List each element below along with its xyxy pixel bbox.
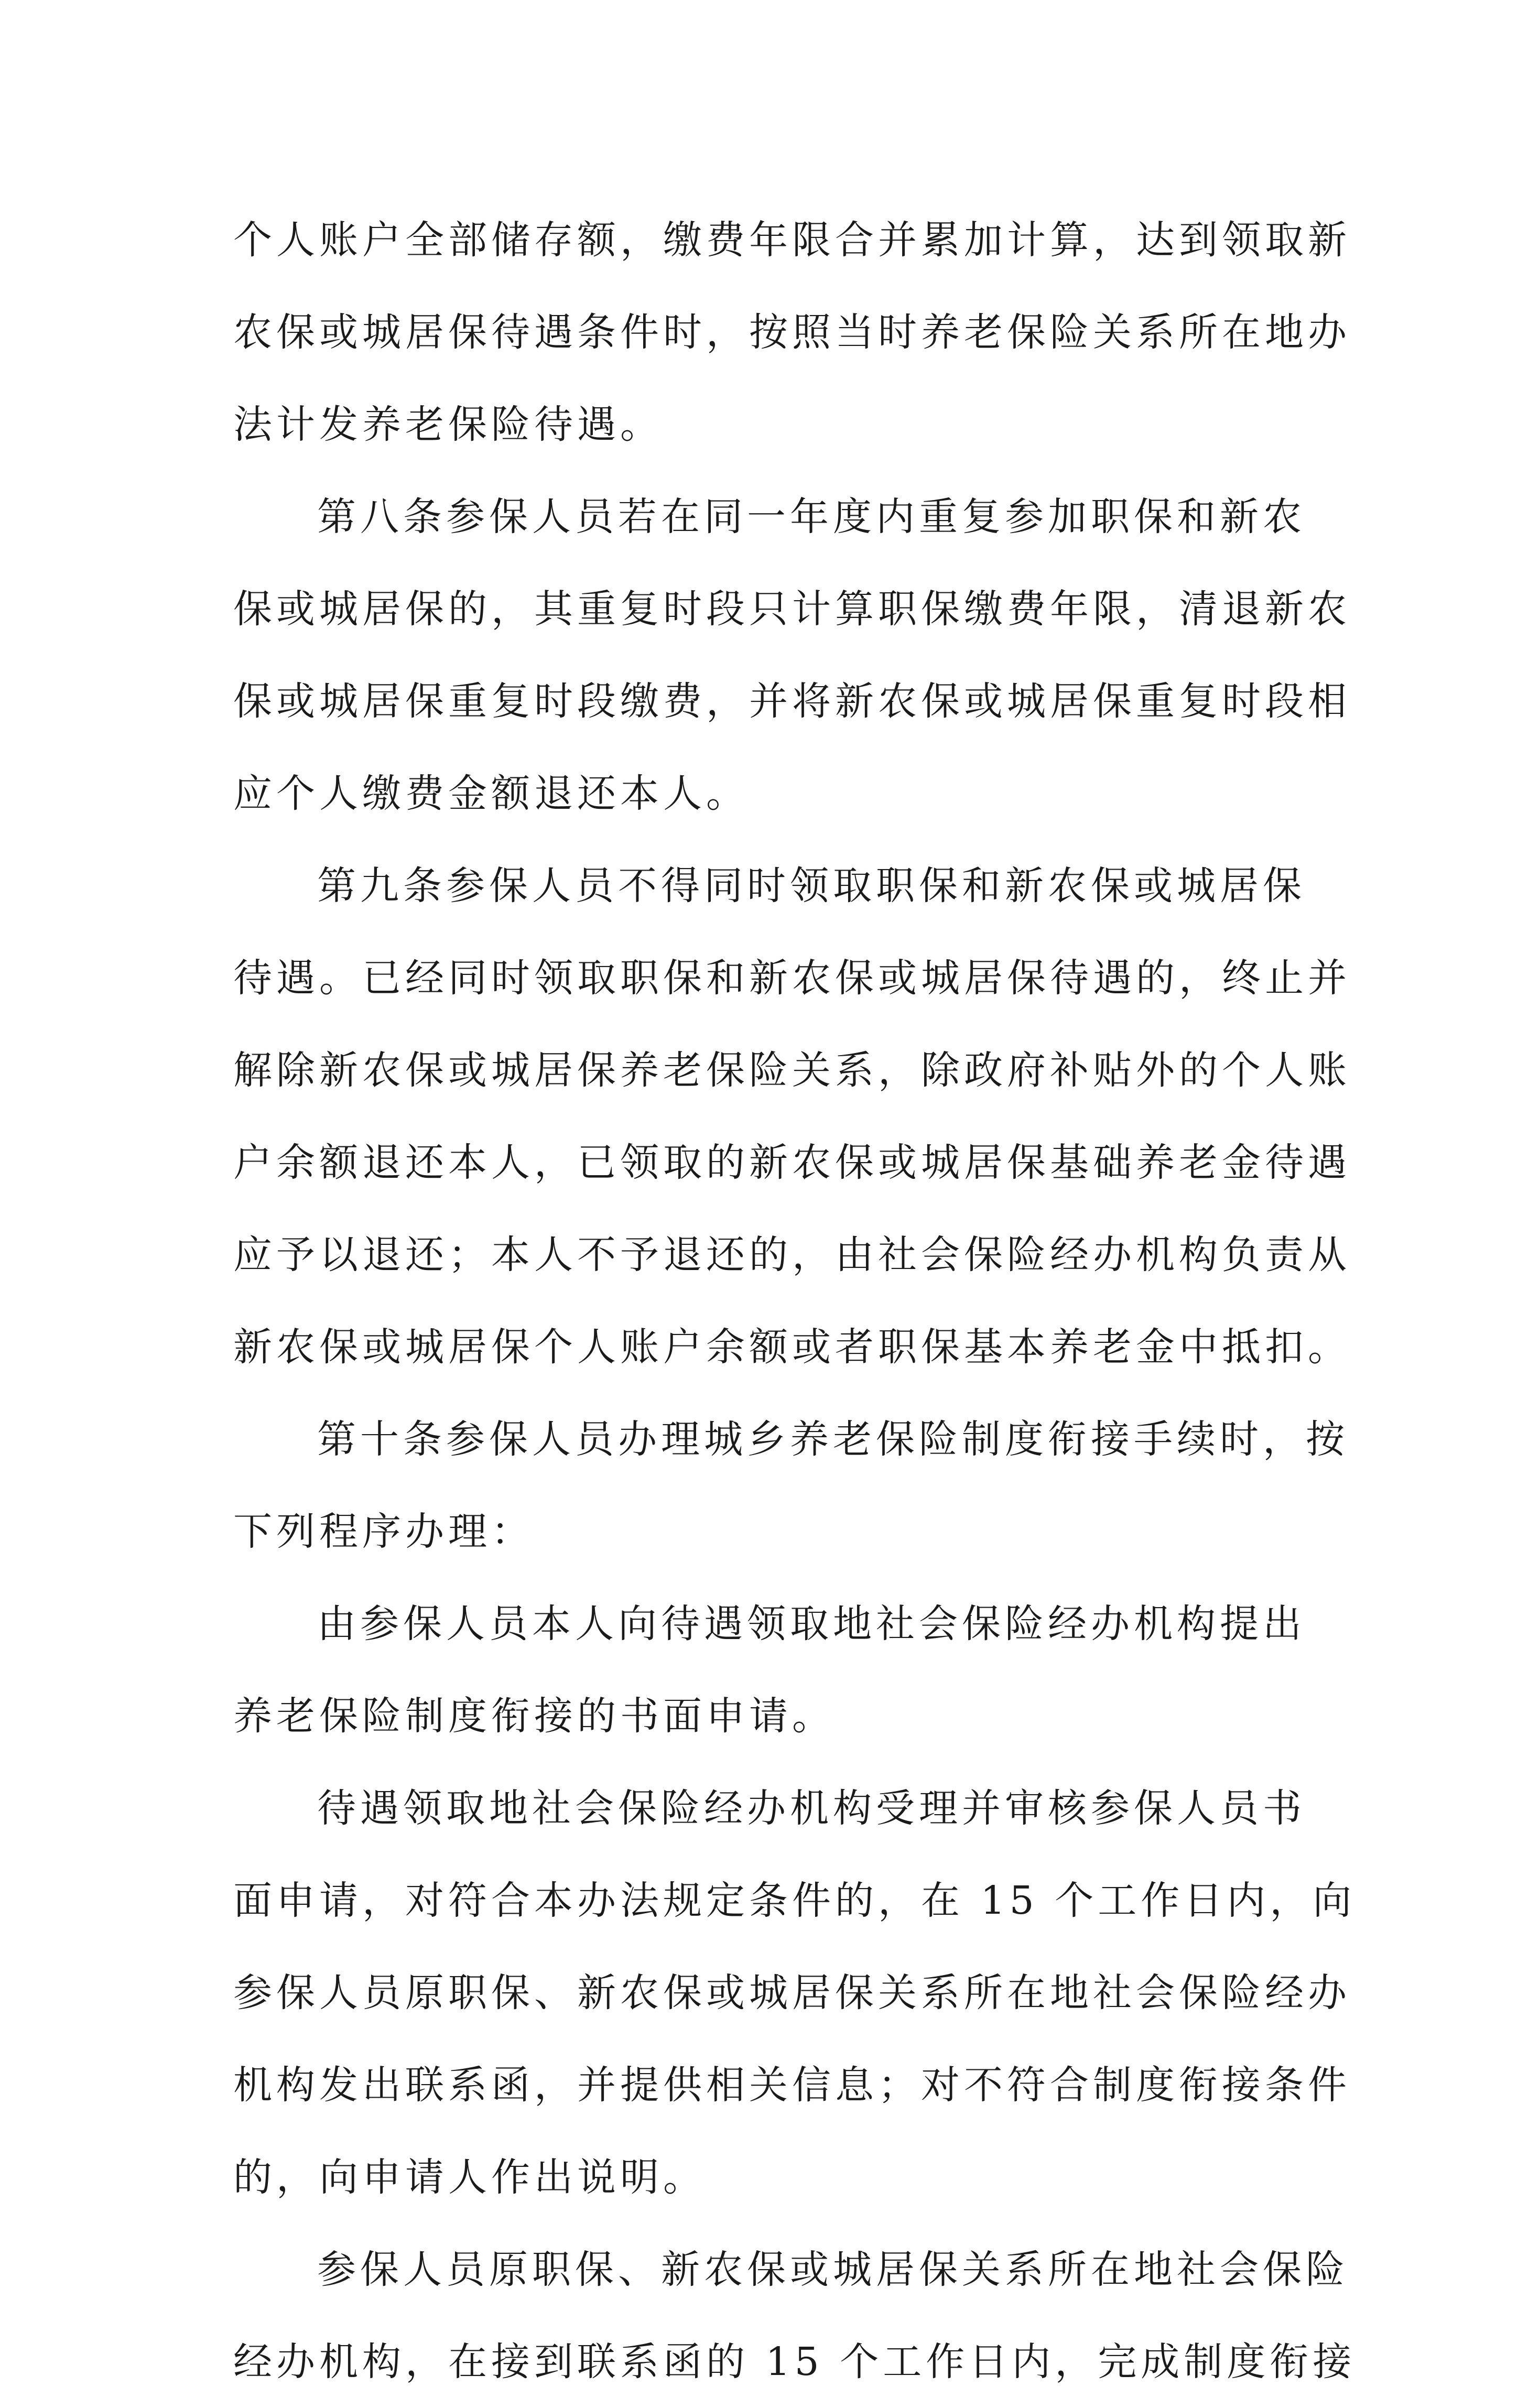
text-line: 户余额退还本人，已领取的新农保或城居保基础养老金待遇 bbox=[233, 1140, 1351, 1185]
text-line: 由参保人员本人向待遇领取地社会保险经办机构提出 bbox=[317, 1601, 1306, 1646]
text-line: 待遇领取地社会保险经办机构受理并审核参保人员书 bbox=[317, 1786, 1306, 1831]
paragraph-article-8 bbox=[233, 471, 1351, 840]
text-line: 机构发出联系函，并提供相关信息；对不符合制度衔接条件 bbox=[233, 2063, 1351, 2108]
text-line: 应予以退还；本人不予退还的，由社会保险经办机构负责从 bbox=[233, 1232, 1351, 1277]
text-line: 新农保或城居保个人账户余额或者职保基本养老金中抵扣。 bbox=[233, 1325, 1351, 1370]
text-line: 参保人员原职保、新农保或城居保关系所在地社会保险经办 bbox=[233, 1970, 1351, 2015]
text-line: 参保人员原职保、新农保或城居保关系所在地社会保险 bbox=[317, 2247, 1349, 2292]
text-line: 法计发养老保险待遇。 bbox=[233, 402, 663, 447]
text-line: 第十条参保人员办理城乡养老保险制度衔接手续时，按 bbox=[317, 1417, 1349, 1462]
text-line: 待遇。已经同时领取职保和新农保或城居保待遇的，终止并 bbox=[233, 956, 1351, 1001]
paragraph-step-2 bbox=[233, 1762, 1356, 2223]
text-line: 第八条参保人员若在同一年度内重复参加职保和新农 bbox=[317, 494, 1306, 539]
text-line: 面申请，对符合本办法规定条件的，在 15 个工作日内，向 bbox=[233, 1878, 1356, 1923]
text-line: 应个人缴费金额退还本人。 bbox=[233, 771, 749, 816]
text-line: 解除新农保或城居保养老保险关系，除政府补贴外的个人账 bbox=[233, 1048, 1351, 1093]
document-body bbox=[233, 194, 1356, 2408]
text-line: 保或城居保的，其重复时段只计算职保缴费年限，清退新农 bbox=[233, 587, 1351, 632]
paragraph-continuation bbox=[233, 194, 1351, 471]
text-line: 农保或城居保待遇条件时，按照当时养老保险关系所在地办 bbox=[233, 310, 1351, 355]
text-line: 养老保险制度衔接的书面申请。 bbox=[233, 1694, 835, 1739]
text-line: 经办机构，在接到联系函的 15 个工作日内，完成制度衔接 bbox=[233, 2339, 1356, 2384]
text-line: 保或城居保重复时段缴费，并将新农保或城居保重复时段相 bbox=[233, 679, 1351, 724]
text-line: 下列程序办理： bbox=[233, 1509, 534, 1554]
paragraph-step-3 bbox=[233, 2223, 1356, 2408]
paragraph-step-1 bbox=[233, 1578, 1306, 1762]
text-line: 个人账户全部储存额，缴费年限合并累加计算，达到领取新 bbox=[233, 218, 1351, 263]
paragraph-article-9 bbox=[233, 840, 1351, 1393]
text-line: 第九条参保人员不得同时领取职保和新农保或城居保 bbox=[317, 863, 1306, 908]
text-line: 的，向申请人作出说明。 bbox=[233, 2155, 706, 2200]
paragraph-article-10 bbox=[233, 1393, 1349, 1578]
